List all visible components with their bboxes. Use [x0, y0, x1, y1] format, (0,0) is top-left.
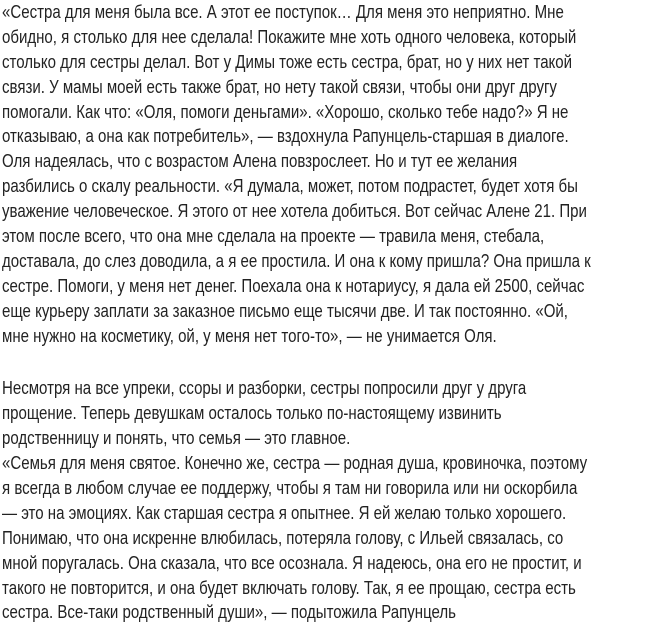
- text-line: еще курьеру заплати за заказное письмо еще тысячи две. И так постоянно. «Ой,: [2, 300, 568, 321]
- paragraph-gap: [2, 348, 670, 376]
- text-line: сестре. Помоги, у меня нет денег. Поехала она к нотариусу, я дала ей 2500, сейчас: [2, 275, 585, 296]
- text-line: — это на эмоциях. Как старшая сестра я опытнее. Я ей желаю только хорошего.: [2, 502, 567, 523]
- paragraph-1: [2, 0, 670, 348]
- text-line: мне нужно на косметику, ой, у меня нет того-то», — не унимается Оля.: [2, 325, 497, 346]
- text-line: прощение. Теперь девушкам осталось только по-настоящему извинить: [2, 403, 502, 424]
- paragraph-2: [2, 376, 670, 625]
- text-line: «Сестра для меня была все. А этот ее поступок… Для меня это неприятно. Мне: [2, 2, 564, 22]
- text-line: связи. У мамы моей есть также брат, но нету такой связи, чтобы они друг другу: [2, 76, 557, 97]
- text-line: Оля надеялась, что с возрастом Алена повзрослеет. Но и тут ее желания: [2, 151, 518, 172]
- article-text: [2, 0, 670, 625]
- text-line: родственницу и понять, что семья — это главное.: [2, 428, 351, 449]
- text-line: я всегда в любом случае ее поддержу, чтобы я там ни говорила или ни оскорбила: [2, 478, 578, 499]
- text-line: мной поругалась. Она сказала, что все осознала. Я надеюсь, она его не простит, и: [2, 552, 582, 573]
- text-line: «Семья для меня святое. Конечно же, сестра — родная душа, кровиночка, поэтому: [2, 453, 588, 474]
- text-line: разбились о скалу реальности. «Я думала, может, потом подрастет, будет хотя бы: [2, 176, 578, 197]
- text-line: Понимаю, что она искренне влюбилась, потеряла голову, с Ильей связалась, со: [2, 527, 564, 548]
- text-line: обидно, я столько для нее сделала! Покажите мне хоть одного человека, который: [2, 26, 577, 47]
- text-line: сестра. Все-таки родственный души», — подытожила Рапунцель: [2, 602, 456, 623]
- text-line: такого не повторится, и она будет включать голову. Так, я ее прощаю, сестра есть: [2, 577, 576, 598]
- text-line: отказываю, а она как потребитель», — вздохнула Рапунцель-старшая в диалоге.: [2, 126, 569, 147]
- text-line: этом после всего, что она мне сделала на проекте — травила меня, стебала,: [2, 226, 545, 247]
- text-line: доставала, до слез доводила, а я ее простила. И она к кому пришла? Она пришла к: [2, 250, 591, 271]
- text-line: Несмотря на все упреки, ссоры и разборки, сестры попросили друг у друга: [2, 378, 527, 399]
- text-line: столько для сестры делал. Вот у Димы тоже есть сестра, брат, но у них нет такой: [2, 51, 573, 72]
- text-line: помогали. Как что: «Оля, помоги деньгами». «Хорошо, сколько тебе надо?» Я не: [2, 101, 569, 122]
- text-line: уважение человеческое. Я этого от нее хотела добиться. Вот сейчас Алене 21. При: [2, 201, 587, 222]
